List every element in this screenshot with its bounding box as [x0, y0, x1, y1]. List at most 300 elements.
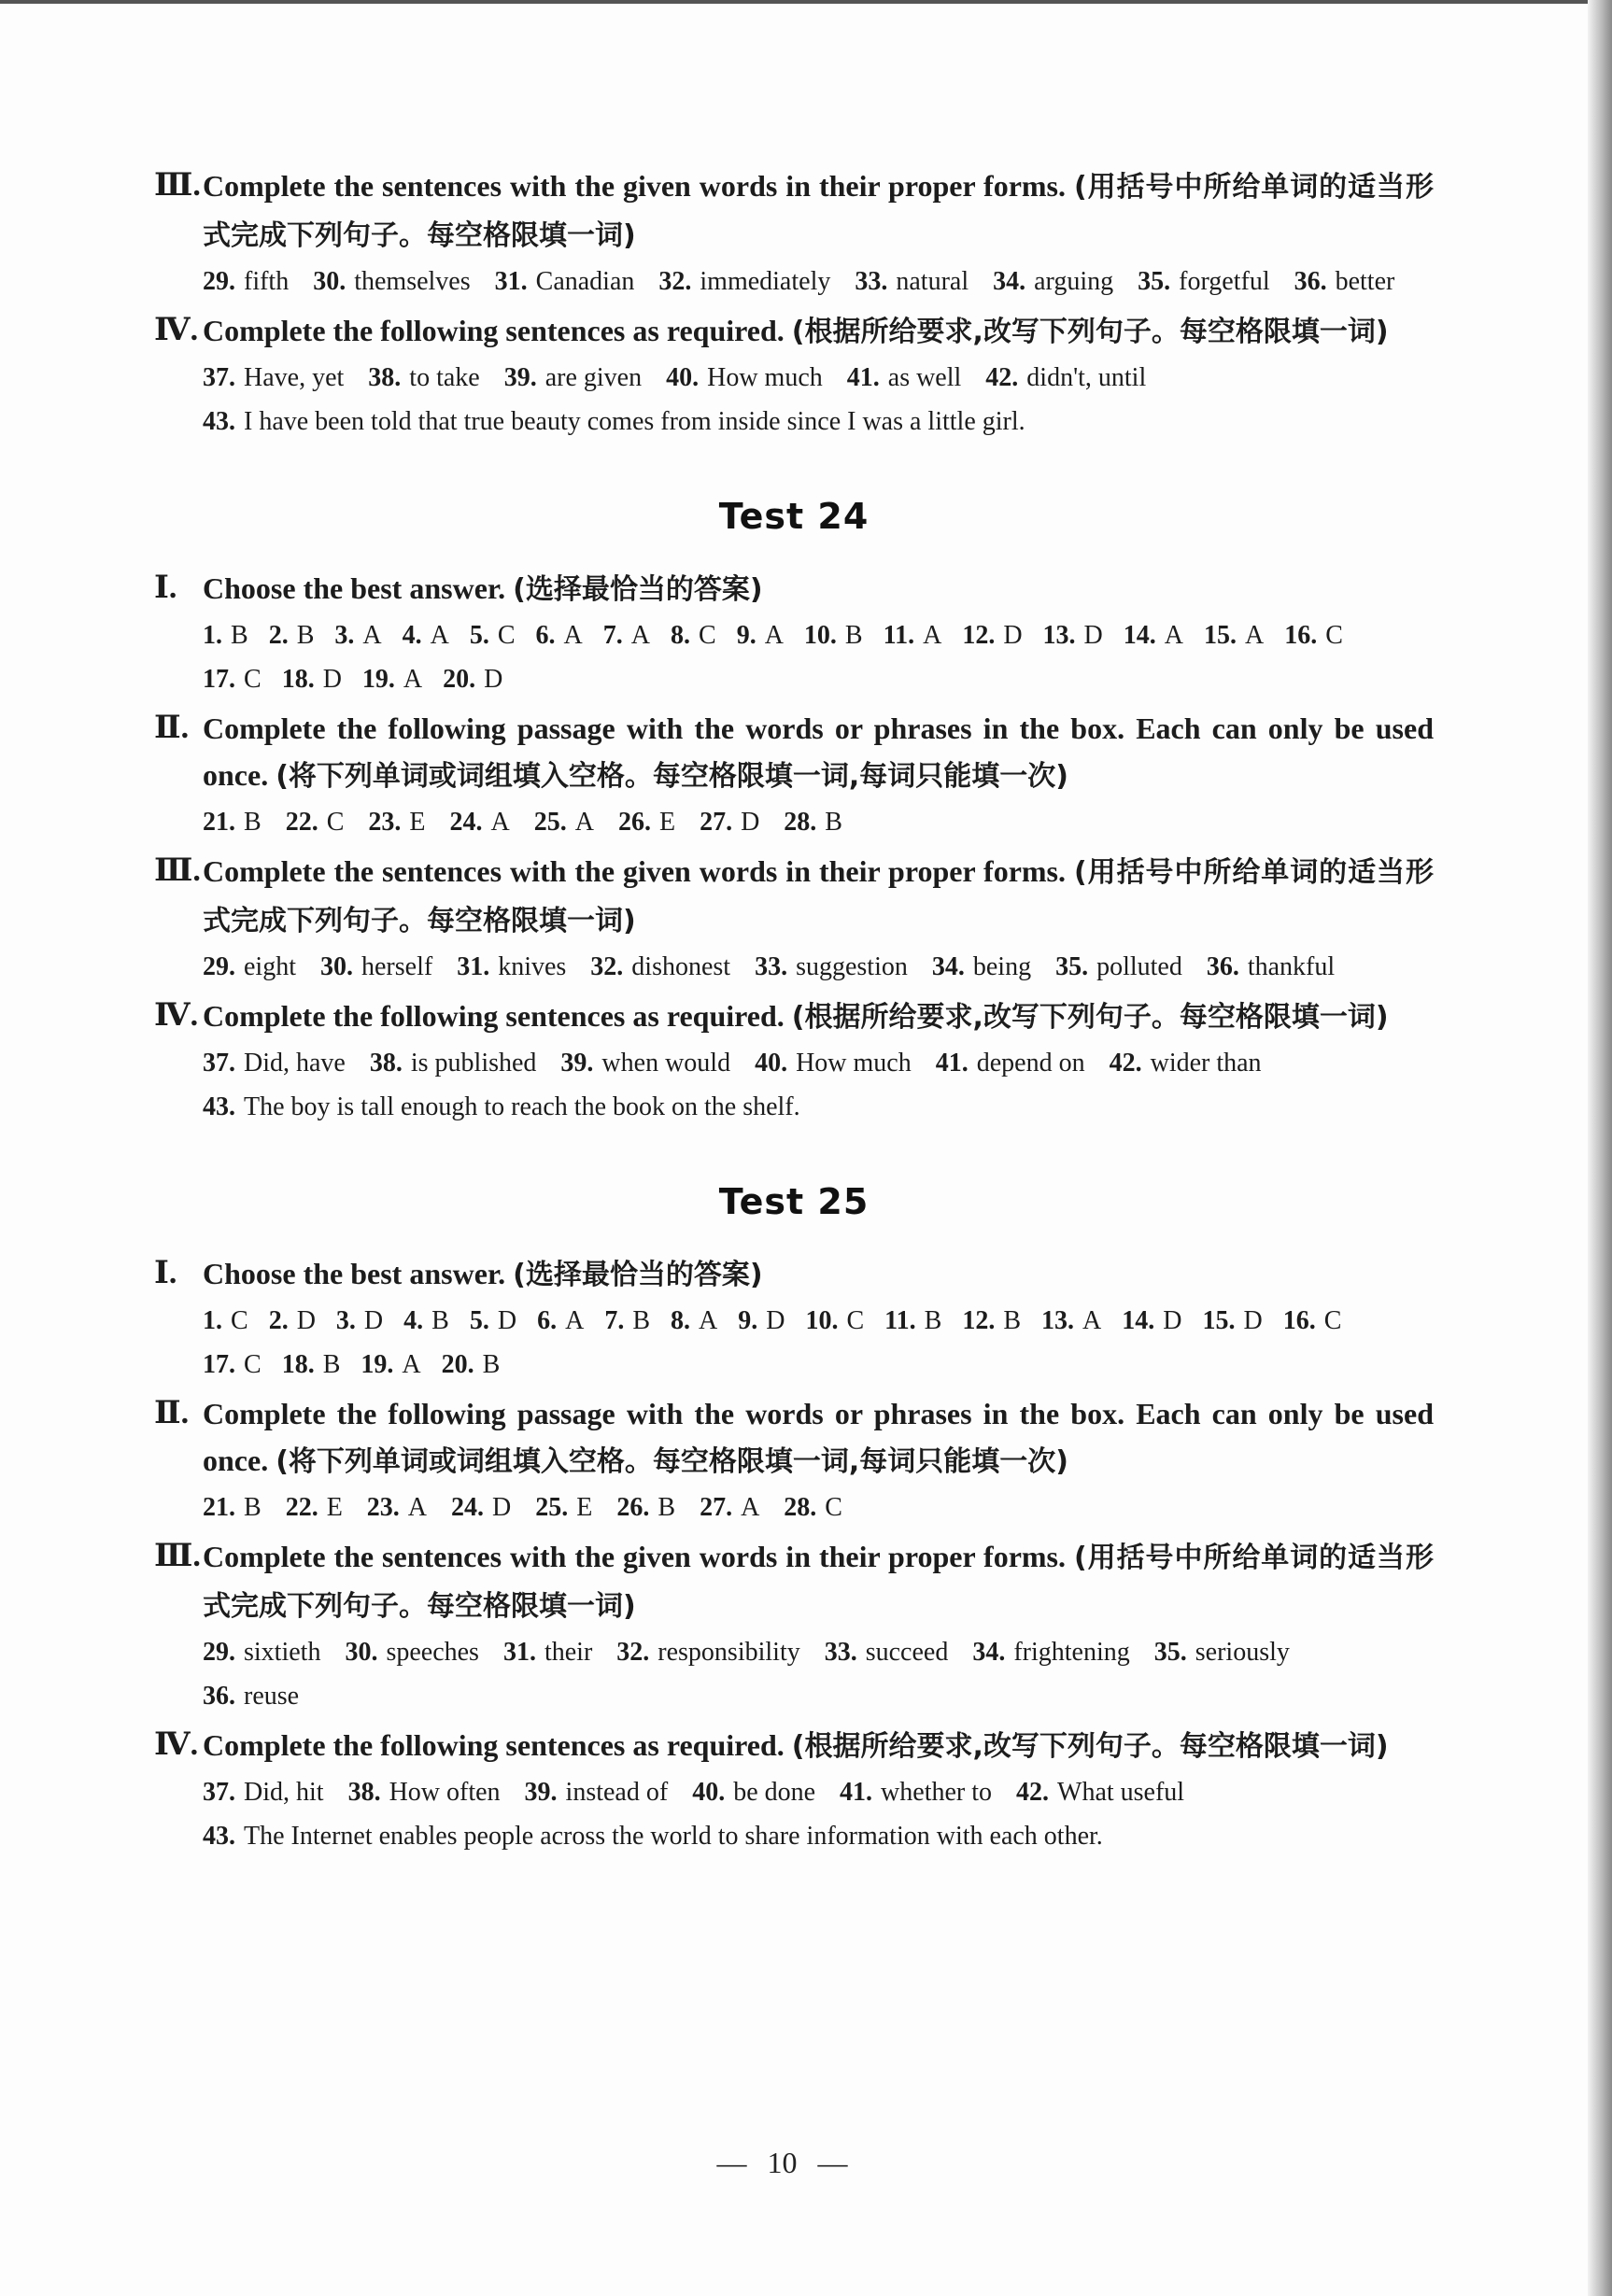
answer-item [269, 613, 315, 657]
answer-text: C [231, 1306, 248, 1335]
answer-text: is published [410, 1049, 537, 1078]
answer-number: 15. [1204, 621, 1237, 650]
answer-number: 10. [803, 621, 837, 650]
answer-number: 16. [1282, 1306, 1316, 1335]
answer-number: 41. [840, 1778, 873, 1807]
answer-item [203, 356, 344, 400]
answer-text: didn't, until [1026, 363, 1147, 392]
answer-text: D [741, 808, 760, 837]
answer-list [203, 1630, 1434, 1718]
answer-number: 17. [203, 1350, 235, 1379]
answer-item [368, 800, 425, 844]
answer-item [442, 1343, 501, 1387]
answer-item [847, 356, 962, 400]
answer-item [370, 1041, 537, 1085]
answer-list [203, 1770, 1434, 1814]
section-roman-numeral: Ⅱ. [154, 711, 190, 745]
answer-item [604, 1299, 650, 1343]
answer-text: knives [498, 952, 567, 981]
answer-item [1202, 1299, 1262, 1343]
section-heading [154, 1722, 1434, 1770]
answer-item [203, 1674, 299, 1718]
section-heading [154, 307, 1434, 356]
answer-item [203, 407, 1025, 436]
answer-number: 28. [784, 1493, 817, 1522]
answer-number: 9. [738, 1306, 758, 1335]
answer-text: succeed [865, 1638, 949, 1667]
answer-number: 18. [281, 1350, 315, 1379]
answer-number: 29. [203, 1638, 235, 1667]
answer-text: to take [409, 363, 480, 392]
answer-text: A [563, 621, 583, 650]
answer-text: A [1164, 621, 1184, 650]
answer-text: C [825, 1493, 842, 1522]
answer-number: 20. [443, 665, 476, 694]
answer-item [1284, 613, 1343, 657]
answer-item [495, 260, 635, 303]
answer-number: 8. [671, 621, 690, 650]
answer-number: 19. [361, 665, 395, 694]
answer-item [784, 800, 842, 844]
answer-item [203, 945, 296, 989]
answer-number: 40. [692, 1778, 726, 1807]
answer-item [936, 1041, 1085, 1085]
answer-text: sixtieth [244, 1638, 321, 1667]
answer-list [203, 945, 1434, 989]
section-roman-numeral: Ⅲ. [154, 168, 201, 203]
answer-item [603, 613, 650, 657]
answer-text: B [924, 1306, 942, 1335]
answer-number: 13. [1042, 621, 1076, 650]
answer-text: How much [796, 1049, 912, 1078]
answer-item [269, 1299, 316, 1343]
answer-number: 35. [1055, 952, 1089, 981]
answer-number: 43. [203, 1822, 235, 1851]
answer-text: A [1245, 621, 1265, 650]
answer-number: 41. [846, 363, 880, 392]
answer-number: 14. [1122, 1306, 1155, 1335]
answer-item [755, 1041, 912, 1085]
answer-item [203, 1299, 248, 1343]
answer-text: Did, hit [244, 1778, 324, 1807]
section-heading [154, 565, 1434, 613]
answer-item [451, 1486, 511, 1529]
answer-number: 36. [203, 1682, 235, 1711]
answer-number: 42. [985, 363, 1019, 392]
answer-item [470, 1299, 516, 1343]
answer-item [504, 356, 642, 400]
answer-item [1204, 613, 1264, 657]
answer-item [203, 1343, 262, 1387]
answer-item [403, 613, 449, 657]
answer-text: C [326, 808, 345, 837]
answer-number: 32. [658, 267, 692, 296]
answer-item [286, 1486, 343, 1529]
answer-number: 21. [203, 1493, 235, 1522]
page-number-dash-left: — [716, 2146, 747, 2179]
answer-item [336, 1299, 383, 1343]
answer-item [840, 1770, 992, 1814]
answer-number: 42. [1109, 1049, 1142, 1078]
answer-item [1016, 1770, 1184, 1814]
answer-text: E [409, 808, 426, 837]
answer-number: 38. [347, 1778, 381, 1807]
answer-number: 12. [962, 1306, 996, 1335]
answer-text: A [565, 1306, 585, 1335]
answer-number: 4. [402, 621, 422, 650]
answer-text: E [326, 1493, 343, 1522]
answer-text: herself [361, 952, 433, 981]
answer-item [985, 356, 1146, 400]
answer-item [700, 800, 759, 844]
answer-text: reuse [244, 1682, 300, 1711]
answer-item [361, 1343, 420, 1387]
answer-text: D [1243, 1306, 1263, 1335]
section-instruction [203, 307, 1434, 356]
answer-number: 27. [700, 1493, 733, 1522]
answer-number: 37. [203, 1049, 235, 1078]
answer-number: 7. [604, 1306, 625, 1335]
instruction-chinese: (根据所给要求,改写下列句子。每空格限填一词) [791, 1001, 1389, 1034]
answer-text: Canadian [535, 267, 635, 296]
answer-item [784, 1486, 842, 1529]
answer-item [203, 1041, 346, 1085]
test-title: Test 25 [718, 1181, 870, 1222]
answer-number: 29. [203, 952, 235, 981]
answer-sentence [203, 400, 1434, 444]
answer-text: What useful [1057, 1778, 1185, 1807]
answer-number: 11. [883, 621, 915, 650]
answer-number: 12. [962, 621, 996, 650]
answer-number: 21. [203, 808, 235, 837]
answer-text: C [244, 665, 262, 694]
answer-item [203, 1630, 320, 1674]
answer-text: dishonest [631, 952, 731, 981]
answer-number: 34. [972, 1638, 1006, 1667]
answer-item [535, 1486, 592, 1529]
answer-number: 2. [268, 1306, 289, 1335]
instruction-chinese: (根据所给要求,改写下列句子。每空格限填一词) [791, 1730, 1389, 1763]
answer-text: C [497, 621, 516, 650]
answer-number: 1. [203, 1306, 222, 1335]
answer-text: A [630, 621, 650, 650]
section-heading [154, 1533, 1434, 1630]
answer-text: responsibility [658, 1638, 800, 1667]
section-roman-numeral: Ⅰ. [154, 570, 177, 605]
answer-item [1124, 613, 1183, 657]
answer-item [993, 260, 1113, 303]
answer-text: seriously [1195, 1638, 1290, 1667]
section-roman-numeral: Ⅲ. [154, 853, 201, 888]
answer-number: 7. [602, 621, 623, 650]
answer-text: A [1082, 1306, 1102, 1335]
answer-item [804, 613, 863, 657]
instruction-english: Choose the best answer. [203, 1257, 514, 1290]
section-heading [154, 162, 1434, 260]
answer-item [203, 1486, 262, 1529]
answer-text: eight [244, 952, 296, 981]
answer-item [825, 1630, 949, 1674]
page-number-dash-right: — [817, 2146, 848, 2179]
answer-text: The boy is tall enough to reach the book on the shelf. [244, 1092, 800, 1121]
answer-text: better [1335, 267, 1395, 296]
answer-text: natural [896, 267, 969, 296]
answer-item [203, 260, 289, 303]
answer-number: 42. [1016, 1778, 1050, 1807]
answer-number: 41. [935, 1049, 969, 1078]
answer-text: immediately [700, 267, 831, 296]
answer-number: 34. [993, 267, 1026, 296]
answer-sentence [203, 1814, 1434, 1858]
instruction-english: Complete the sentences with the given words in their proper forms. [203, 169, 1074, 203]
answer-text: E [576, 1493, 593, 1522]
section-roman-numeral: Ⅳ. [154, 1727, 199, 1762]
answer-number: 13. [1041, 1306, 1074, 1335]
answer-number: 39. [503, 363, 537, 392]
answer-text: D [492, 1493, 512, 1522]
section-heading [154, 848, 1434, 945]
answer-item [443, 657, 502, 701]
instruction-chinese: (用括号中所给单词的适当形式完成下列句子。每空格限填一词) [203, 171, 1435, 252]
answer-text: B [844, 621, 863, 650]
answer-item [1283, 1299, 1342, 1343]
answer-item [1055, 945, 1182, 989]
instruction-english: Complete the sentences with the given words in their proper forms. [203, 854, 1074, 888]
answer-number: 26. [616, 1493, 650, 1522]
instruction-english: Complete the following sentences as required. [203, 314, 792, 347]
answer-text: A [741, 1493, 760, 1522]
answer-text: A [403, 665, 423, 694]
answer-item [666, 356, 823, 400]
answer-item [972, 1630, 1129, 1674]
instruction-english: Complete the sentences with the given words in their proper forms. [203, 1540, 1074, 1573]
section-instruction [203, 162, 1434, 260]
section-heading [154, 1250, 1434, 1299]
answer-text: The Internet enables people across the world to share information with each other. [244, 1822, 1103, 1851]
answer-text: polluted [1096, 952, 1182, 981]
instruction-chinese: (将下列单词或词组填入空格。每空格限填一词,每词只能填一次) [276, 1445, 1069, 1478]
answer-item [536, 613, 583, 657]
answer-text: A [764, 621, 784, 650]
answer-number: 40. [755, 1049, 788, 1078]
answer-number: 10. [805, 1306, 839, 1335]
answer-item [616, 1630, 799, 1674]
answer-number: 22. [285, 808, 318, 837]
answer-number: 39. [524, 1778, 558, 1807]
answer-text: B [296, 621, 315, 650]
answer-number: 30. [320, 952, 353, 981]
answer-number: 6. [535, 621, 556, 650]
answer-item [1043, 613, 1103, 657]
answer-text: B [431, 1306, 449, 1335]
answer-text: wider than [1150, 1049, 1262, 1078]
answer-text: D [296, 1306, 316, 1335]
answer-number: 15. [1202, 1306, 1236, 1335]
answer-item [403, 1299, 449, 1343]
answer-text: arguing [1034, 267, 1114, 296]
section-instruction [203, 993, 1434, 1041]
answer-item [1154, 1630, 1290, 1674]
answer-text: A [407, 1493, 428, 1522]
answer-number: 26. [617, 808, 651, 837]
answer-text: Have, yet [244, 363, 345, 392]
answer-number: 18. [281, 665, 315, 694]
answer-text: are given [544, 363, 643, 392]
answer-number: 5. [469, 621, 489, 650]
answer-item [671, 613, 716, 657]
answer-item [805, 1299, 864, 1343]
instruction-english: Complete the following passage with the words or phrases in the box. Each can only be used once. [203, 711, 1434, 792]
answer-number: 24. [451, 1493, 485, 1522]
answer-number: 4. [403, 1306, 424, 1335]
answer-text: B [322, 1350, 341, 1379]
answer-item [1110, 1041, 1262, 1085]
answer-number: 17. [203, 665, 235, 694]
answer-item [932, 945, 1031, 989]
section-heading [154, 993, 1434, 1041]
answer-item [368, 356, 479, 400]
answer-text: B [244, 1493, 262, 1522]
answer-item [320, 945, 432, 989]
answer-text: B [658, 1493, 676, 1522]
answer-number: 32. [616, 1638, 650, 1667]
answer-number: 33. [755, 952, 788, 981]
answer-text: thankful [1247, 952, 1336, 981]
answer-text: A [362, 621, 382, 650]
answer-text: C [846, 1306, 865, 1335]
answer-item [738, 1299, 785, 1343]
instruction-english: Choose the best answer. [203, 571, 514, 605]
answer-number: 31. [502, 1638, 536, 1667]
answer-number: 27. [700, 808, 733, 837]
answer-number: 34. [931, 952, 965, 981]
section-instruction [203, 565, 1434, 613]
answer-text: D [497, 1306, 517, 1335]
answer-list [203, 800, 1434, 844]
answer-text: D [1083, 621, 1103, 650]
answer-number: 43. [203, 1092, 235, 1121]
answer-text: frightening [1013, 1638, 1130, 1667]
answer-text: B [1003, 1306, 1021, 1335]
answer-item [590, 945, 730, 989]
instruction-chinese: (选择最恰当的答案) [513, 573, 763, 606]
section-instruction [203, 1533, 1434, 1630]
answer-text: instead of [565, 1778, 669, 1807]
answer-text: D [484, 665, 503, 694]
answer-item [537, 1299, 584, 1343]
answer-number: 25. [535, 1493, 569, 1522]
instruction-english: Complete the following sentences as required. [203, 999, 792, 1033]
answer-text: speeches [386, 1638, 479, 1667]
answer-item [362, 657, 422, 701]
answer-list [203, 1486, 1434, 1529]
answer-text: suggestion [796, 952, 908, 981]
answer-number: 35. [1153, 1638, 1187, 1667]
answer-item [470, 613, 516, 657]
section-roman-numeral: Ⅱ. [154, 1396, 190, 1430]
answer-item [348, 1770, 501, 1814]
answer-text: A [574, 808, 594, 837]
answer-text: B [482, 1350, 501, 1379]
answer-item [449, 800, 509, 844]
answer-number: 33. [824, 1638, 857, 1667]
answer-item [658, 260, 830, 303]
page-number-value: 10 [767, 2146, 798, 2179]
answer-item [884, 613, 942, 657]
answer-text: forgetful [1179, 267, 1270, 296]
answer-text: A [430, 621, 449, 650]
answer-number: 25. [533, 808, 567, 837]
answer-number: 1. [203, 621, 222, 650]
answer-item [700, 1486, 759, 1529]
answer-text: D [1163, 1306, 1182, 1335]
answer-item [457, 945, 566, 989]
answer-text: C [244, 1350, 262, 1379]
answer-text: B [244, 808, 262, 837]
section-instruction [203, 1722, 1434, 1770]
answer-sentence [203, 1085, 1434, 1129]
answer-text: A [490, 808, 510, 837]
answer-number: 19. [361, 1350, 394, 1379]
answer-number: 23. [368, 808, 402, 837]
answer-number: 16. [1284, 621, 1318, 650]
answer-number: 40. [666, 363, 700, 392]
instruction-english: Complete the following sentences as required. [203, 1728, 792, 1762]
answer-text: E [658, 808, 676, 837]
page-edge-shadow [1588, 0, 1612, 2296]
answer-text: How much [707, 363, 823, 392]
answer-item [884, 1299, 941, 1343]
answer-number: 28. [784, 808, 817, 837]
answer-item [203, 613, 248, 657]
answer-item [286, 800, 345, 844]
answer-text: I have been told that true beauty comes from inside since I was a little girl. [244, 407, 1025, 436]
section-heading [154, 705, 1434, 800]
answer-item [203, 657, 262, 701]
instruction-chinese: (选择最恰当的答案) [513, 1259, 763, 1291]
answer-item [1138, 260, 1269, 303]
answer-item [503, 1630, 592, 1674]
answer-item [1041, 1299, 1101, 1343]
answer-number: 9. [736, 621, 757, 650]
answer-text: their [544, 1638, 593, 1667]
section-roman-numeral: Ⅲ. [154, 1539, 201, 1573]
answer-number: 31. [457, 952, 490, 981]
answer-item [1207, 945, 1335, 989]
answer-text: B [632, 1306, 650, 1335]
answer-item [671, 1299, 717, 1343]
section-instruction [203, 848, 1434, 945]
answer-item [560, 1041, 730, 1085]
answer-item [334, 613, 381, 657]
answer-item [737, 613, 784, 657]
answer-list [203, 1299, 1434, 1387]
answer-item [203, 800, 262, 844]
answer-number: 43. [203, 407, 235, 436]
answer-number: 14. [1123, 621, 1156, 650]
answer-number: 32. [590, 952, 624, 981]
answer-number: 24. [449, 808, 483, 837]
answer-number: 31. [494, 267, 528, 296]
answer-item [855, 260, 969, 303]
answer-number: 3. [334, 621, 355, 650]
answer-text: C [699, 621, 716, 650]
answer-number: 38. [368, 363, 402, 392]
answer-list [203, 260, 1434, 303]
answer-number: 33. [855, 267, 888, 296]
instruction-chinese: (用括号中所给单词的适当形式完成下列句子。每空格限填一词) [203, 1542, 1435, 1623]
answer-text: themselves [354, 267, 471, 296]
